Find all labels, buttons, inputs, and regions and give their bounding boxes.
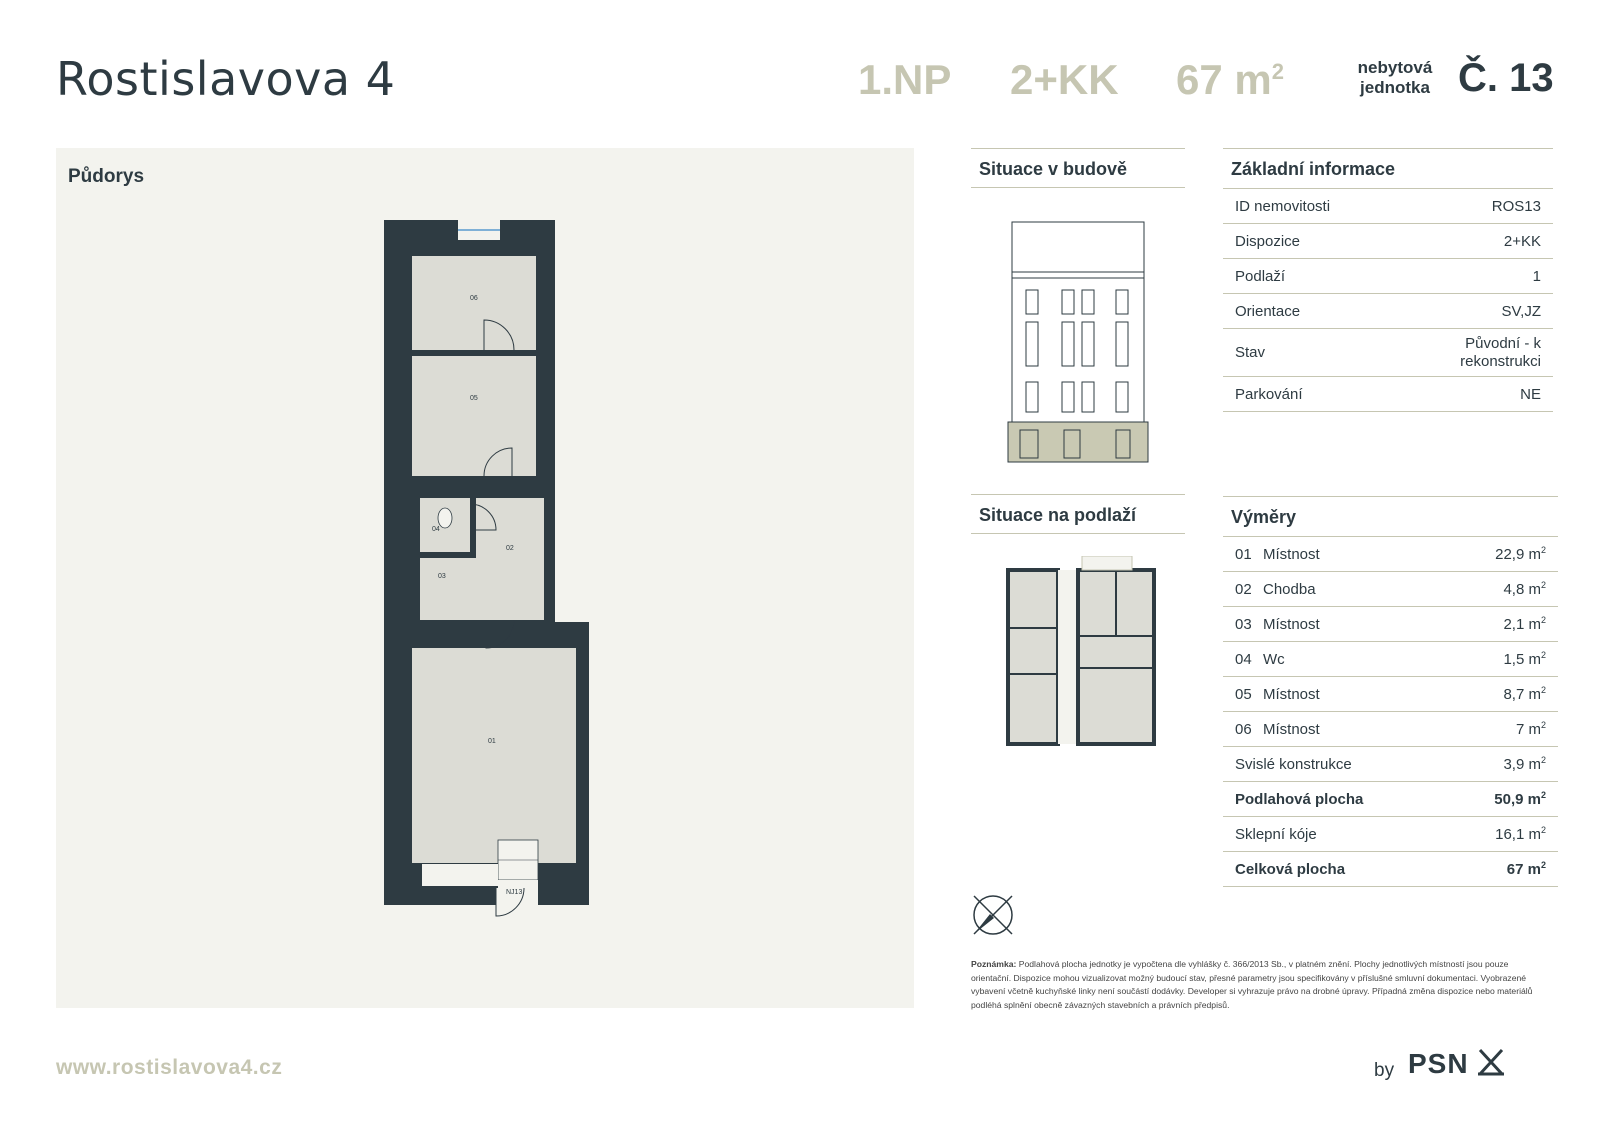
room-number: 06 (1235, 720, 1252, 738)
unit-number: Č. 13 (1458, 56, 1554, 100)
areas-table (1223, 536, 1558, 887)
bottom-window (422, 864, 498, 886)
area-row-05 (1223, 677, 1558, 712)
unit: m (1527, 861, 1541, 878)
floor-label: 1.NP (858, 56, 952, 103)
room-label-06: 06 (470, 295, 478, 302)
area-row-floor (1223, 782, 1558, 817)
unit: m (1527, 791, 1541, 808)
entrance-label: NJ13 (506, 889, 523, 896)
room-area: 22,9 (1495, 546, 1525, 563)
area-label: Podlahová plocha (1235, 790, 1364, 808)
unit: m (1528, 581, 1541, 598)
unit: m (1528, 826, 1541, 843)
area-label: Celková plocha (1235, 860, 1346, 878)
unit: m (1528, 651, 1541, 668)
unit-kind-line1: nebytová (1357, 58, 1433, 77)
area-row-02 (1223, 572, 1558, 607)
unit-sup: 2 (1540, 825, 1546, 835)
project-title: Rostislavova 4 (56, 52, 396, 106)
facade (1012, 272, 1144, 422)
room-name: Místnost (1263, 685, 1320, 703)
note-text: Podlahová plocha jednotky je vypočtena dle vyhlášky č. 366/2013 Sb., v platném znění. Plochy jednotlivých místností jsou pouze orientační. Dispozice mohou vizualizovat možný budoucí stav, přesné parametry jsou specifikovány v příslušné smluvní dokumentaci. Vyobrazené vybavení včetně kuchyňské linky není součástí dodávky. Developer si vyhrazuje právo na drobné úpravy. Případná změna dispozice nebo materiálů podléhá splnění obecně závazných stavebních a právních předpisů. (971, 959, 1533, 1010)
room-label-04: 04 (432, 526, 440, 533)
toilet-icon (438, 508, 452, 528)
unit-sup: 2 (1540, 685, 1546, 695)
area-row-03 (1223, 607, 1558, 642)
area-row-04 (1223, 642, 1558, 677)
room-area: 2,1 (1503, 616, 1525, 633)
area-label: Svislé konstrukce (1235, 755, 1352, 773)
disclaimer-note (971, 958, 1541, 1012)
roof (1012, 222, 1144, 272)
unit-sup: 2 (1540, 860, 1546, 870)
unit-sup: 2 (1540, 580, 1546, 590)
unit-sup: 2 (1540, 615, 1546, 625)
floor-plan-panel (56, 148, 914, 1008)
info-label: Orientace (1235, 302, 1301, 320)
area-label: Sklepní kóje (1235, 825, 1317, 843)
area-value: 50,9 (1494, 791, 1524, 808)
room-name: Místnost (1263, 545, 1320, 563)
room-number: 04 (1235, 650, 1252, 668)
note-label: Poznámka: (971, 959, 1017, 969)
info-value: Původní - k rekonstrukci (1460, 334, 1541, 370)
floor-plan-title: Půdorys (68, 166, 145, 187)
info-label: Stav (1235, 344, 1266, 361)
room-number: 02 (1235, 580, 1252, 598)
unit: m (1528, 616, 1541, 633)
left-unit (1008, 570, 1058, 744)
area-row-vertical (1223, 747, 1558, 782)
unit-sup: 2 (1540, 755, 1546, 765)
room-name: Wc (1263, 650, 1285, 668)
area-value: 67 (1506, 861, 1524, 878)
building-elevation (1006, 210, 1151, 465)
room-03 (420, 558, 478, 620)
unit-kind-line2: jednotka (1360, 78, 1430, 97)
room-05 (412, 356, 536, 476)
room-area: 1,5 (1503, 651, 1525, 668)
room-area: 8,7 (1503, 686, 1525, 703)
area-row-01 (1223, 537, 1558, 572)
info-row-id (1223, 189, 1553, 224)
area-value: 16,1 (1495, 826, 1525, 843)
compass-icon (970, 892, 1016, 938)
basic-info-table (1223, 188, 1553, 412)
info-row-parking (1223, 377, 1553, 412)
floor-situation-title: Situace na podlaží (971, 494, 1185, 534)
unit: m (1528, 756, 1541, 773)
unit: m (1528, 686, 1541, 703)
info-label: Dispozice (1235, 232, 1301, 250)
info-row-floor (1223, 259, 1553, 294)
room-01 (412, 648, 576, 863)
area-value: 67 m (1176, 56, 1272, 103)
info-row-orientation (1223, 294, 1553, 329)
unit: m (1528, 721, 1541, 738)
area-row-cellar (1223, 817, 1558, 852)
info-row-layout (1223, 224, 1553, 259)
room-label-03: 03 (438, 573, 446, 580)
info-value: 1 (1532, 267, 1541, 285)
psn-logo-icon (1476, 1046, 1506, 1078)
room-number: 03 (1235, 615, 1252, 633)
floor-plan-drawing (56, 148, 914, 1008)
room-number: 05 (1235, 685, 1252, 703)
area-label (1176, 56, 1284, 104)
room-label-01: 01 (488, 738, 496, 745)
unit-kind (1350, 58, 1440, 98)
room-name: Chodba (1263, 580, 1316, 598)
unit-sup: 2 (1540, 545, 1546, 555)
layout-label: 2+KK (1010, 56, 1119, 103)
area-value: 3,9 (1503, 756, 1525, 773)
room-area: 4,8 (1503, 581, 1525, 598)
room-name: Místnost (1263, 720, 1320, 738)
info-value: SV,JZ (1501, 302, 1541, 320)
areas-title: Výměry (1223, 496, 1558, 536)
room-area: 7 (1515, 721, 1525, 738)
website-link[interactable]: www.rostislavova4.cz (56, 1056, 283, 1079)
ground-floor-highlight (1008, 422, 1148, 462)
unit-sup: 2 (1540, 790, 1546, 800)
info-row-state (1223, 329, 1553, 377)
room-label-05: 05 (470, 395, 478, 402)
area-row-total (1223, 852, 1558, 887)
info-value: ROS13 (1491, 197, 1541, 215)
room-number: 01 (1235, 545, 1252, 563)
info-value: 2+KK (1503, 232, 1541, 250)
info-label: ID nemovitosti (1235, 197, 1331, 215)
info-value: NE (1520, 385, 1541, 403)
corridor (1058, 570, 1078, 744)
courtyard (1082, 556, 1132, 570)
info-label: Parkování (1235, 385, 1303, 403)
room-name: Místnost (1263, 615, 1320, 633)
unit: m (1528, 546, 1541, 563)
developer-logo: PSN (1408, 1048, 1469, 1079)
unit-sup: 2 (1540, 650, 1546, 660)
unit-sup: 2 (1540, 720, 1546, 730)
by-label: by (1374, 1060, 1395, 1081)
info-label: Podlaží (1235, 267, 1286, 285)
room-02 (476, 498, 544, 620)
floor-situation-plan (1006, 556, 1156, 746)
basic-info-title: Základní informace (1223, 148, 1553, 188)
area-unit-sup: 2 (1271, 59, 1284, 84)
building-situation-title: Situace v budově (971, 148, 1185, 188)
room-label-02: 02 (506, 545, 514, 552)
room-06 (412, 256, 536, 350)
area-row-06 (1223, 712, 1558, 747)
